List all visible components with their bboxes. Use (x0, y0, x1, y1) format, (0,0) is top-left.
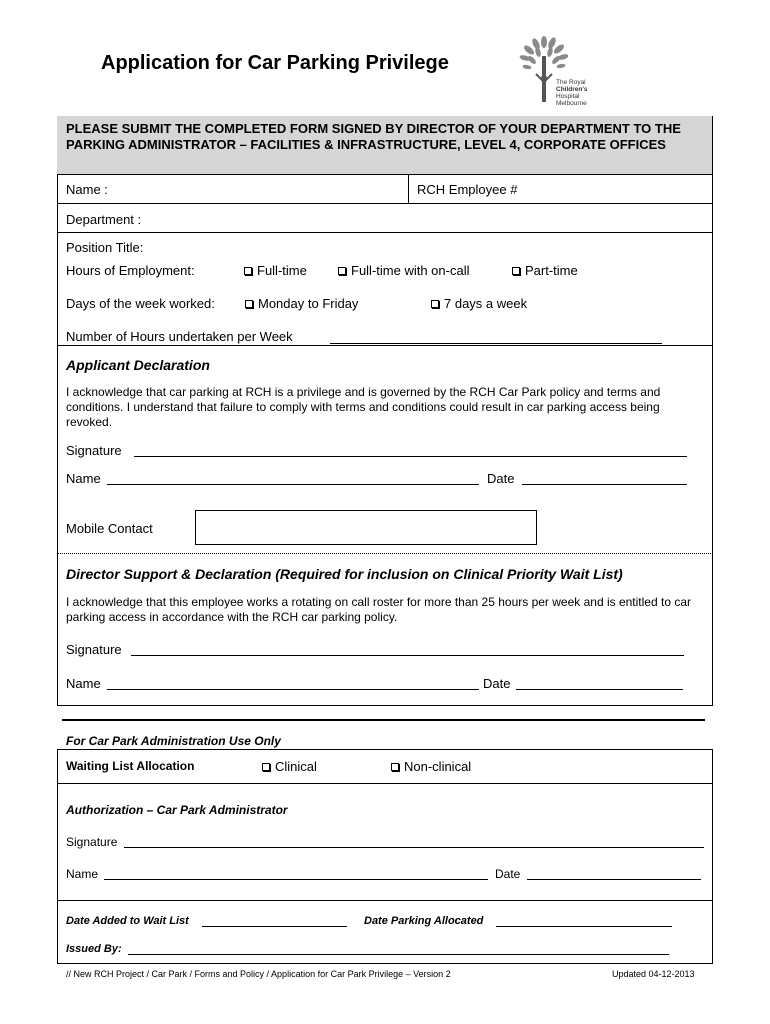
issued-by-label: Issued By: (66, 943, 122, 955)
applicant-name-line[interactable] (107, 484, 479, 485)
date-added-label: Date Added to Wait List (66, 915, 189, 927)
instruction-text: PLEASE SUBMIT THE COMPLETED FORM SIGNED BY DIRECTOR OF YOUR DEPARTMENT TO THE PARKING ADMINISTRATOR – FACILITIES & INFRASTRUCTURE, LEVEL 4, CORPORATE OFFICES (66, 121, 681, 152)
option-clinical[interactable]: Clinical (262, 759, 317, 774)
director-declaration-text: I acknowledge that this employee works a rotating on call roster for more than 25 hours per week and is entitled to car parking access in accordance with the RCH car parking policy. (66, 595, 691, 624)
department-label: Department : (66, 212, 142, 227)
checkbox-icon[interactable] (431, 300, 439, 308)
director-date-label: Date (483, 676, 511, 691)
mobile-contact-input[interactable] (195, 510, 537, 545)
admin-date-line[interactable] (527, 879, 701, 880)
checkbox-icon[interactable] (245, 300, 253, 308)
date-added-line[interactable] (202, 926, 347, 927)
checkbox-icon[interactable] (244, 267, 252, 275)
applicant-declaration-text: I acknowledge that car parking at RCH is a privilege and is governed by the RCH Car Park policy and terms and conditions. I understand that failure to comply with terms and conditions could result in car parking access being revoked. (66, 385, 661, 429)
option-full-time-on-call[interactable]: Full-time with on-call (338, 263, 469, 278)
director-name-label: Name (66, 676, 101, 691)
option-monday-friday[interactable]: Monday to Friday (245, 296, 358, 311)
applicant-date-line[interactable] (522, 484, 687, 485)
director-name-line[interactable] (107, 689, 479, 690)
applicant-date-label: Date (487, 471, 515, 486)
hours-per-week-line[interactable] (330, 343, 662, 344)
position-title-label: Position Title: (66, 240, 144, 255)
employee-number-label: RCH Employee # (417, 182, 518, 197)
admin-signature-line[interactable] (124, 847, 704, 848)
date-allocated-line[interactable] (496, 926, 672, 927)
checkbox-icon[interactable] (262, 763, 270, 771)
checkbox-icon[interactable] (512, 267, 520, 275)
option-seven-days[interactable]: 7 days a week (431, 296, 527, 311)
footer-path: // New RCH Project / Car Park / Forms and Policy / Application for Car Park Privilege – Version 2 (66, 969, 451, 979)
admin-heading: For Car Park Administration Use Only (66, 734, 281, 748)
logo-wordmark: The Royal Children's Hospital Melbourne (556, 79, 588, 107)
applicant-declaration-heading: Applicant Declaration (66, 357, 210, 373)
admin-name-line[interactable] (104, 879, 488, 880)
director-declaration-heading: Director Support & Declaration (Required for inclusion on Clinical Priority Wait List) (66, 566, 623, 582)
admin-signature-label: Signature (66, 835, 118, 849)
mobile-contact-label: Mobile Contact (66, 521, 153, 536)
hours-per-week-label: Number of Hours undertaken per Week (66, 329, 293, 344)
applicant-name-label: Name (66, 471, 101, 486)
date-allocated-label: Date Parking Allocated (364, 915, 484, 927)
page-title: Application for Car Parking Privilege (101, 52, 449, 74)
authorization-heading: Authorization – Car Park Administrator (66, 803, 288, 817)
director-signature-line[interactable] (131, 655, 684, 656)
issued-by-line[interactable] (128, 954, 669, 955)
applicant-signature-line[interactable] (134, 456, 687, 457)
section-divider (62, 719, 705, 721)
admin-name-label: Name (66, 867, 99, 881)
option-full-time[interactable]: Full-time (244, 263, 307, 278)
checkbox-icon[interactable] (391, 763, 399, 771)
name-field-label: Name : (66, 182, 108, 197)
footer-updated: Updated 04-12-2013 (612, 969, 695, 979)
admin-date-label: Date (495, 867, 521, 881)
admin-form (57, 749, 713, 964)
hours-employment-label: Hours of Employment: (66, 263, 195, 278)
applicant-signature-label: Signature (66, 443, 122, 458)
days-worked-label: Days of the week worked: (66, 296, 215, 311)
director-date-line[interactable] (516, 689, 683, 690)
option-part-time[interactable]: Part-time (512, 263, 578, 278)
checkbox-icon[interactable] (338, 267, 346, 275)
waiting-list-label: Waiting List Allocation (66, 759, 195, 773)
option-non-clinical[interactable]: Non-clinical (391, 759, 471, 774)
director-signature-label: Signature (66, 642, 122, 657)
